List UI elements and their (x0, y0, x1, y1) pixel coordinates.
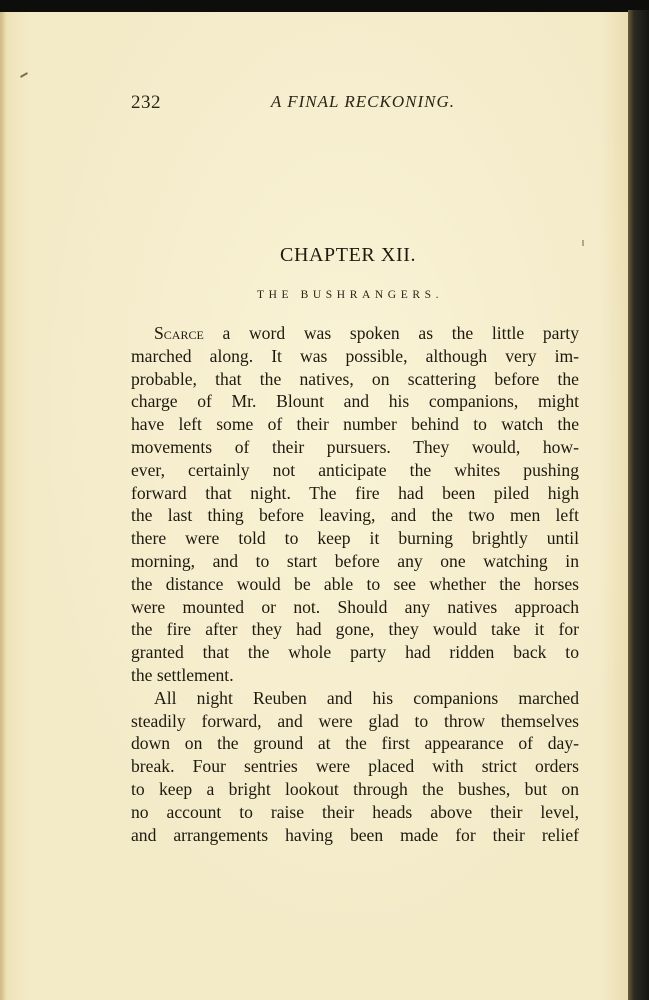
paragraph (131, 687, 579, 847)
text-line: the last thing before leaving, and the two men left (131, 505, 579, 526)
text-line: probable, that the natives, on scattering before the (131, 368, 579, 389)
text-line: charge of Mr. Blount and his companions, might (131, 391, 579, 412)
line-text: a word was spoken as the little party (222, 323, 579, 343)
text-line: were mounted or not. Should any natives approach (131, 596, 579, 617)
text-line: marched along. It was possible, although very im- (131, 345, 579, 366)
text-line: the distance would be able to see whether the horses (131, 573, 579, 594)
text-line: the settlement. (131, 664, 234, 685)
text-line: break. Four sentries were placed with strict orders (131, 756, 579, 777)
running-head (131, 92, 455, 116)
text-line: forward that night. The fire had been piled high (131, 482, 579, 503)
text-line: granted that the whole party had ridden back to (131, 642, 579, 663)
text-line (131, 322, 579, 345)
chapter-subtitle: THE BUSHRANGERS. (257, 289, 444, 301)
text-line: to keep a bright lookout through the bushes, but on (131, 778, 579, 799)
text-line: there were told to keep it burning brightly until (131, 528, 579, 549)
paper-speck (582, 240, 584, 246)
text-line: no account to raise their heads above their level, (131, 801, 579, 822)
page-number: 232 (131, 92, 161, 113)
page-gutter-shadow (0, 12, 6, 1000)
text-line: ever, certainly not anticipate the whites pushing (131, 459, 579, 480)
text-line: and arrangements having been made for their relief (131, 824, 579, 845)
running-title: A FINAL RECKONING. (270, 92, 455, 111)
lead-word: Scarce (154, 323, 204, 343)
text-line: down on the ground at the first appearance of day- (131, 733, 579, 754)
text-line: have left some of their number behind to watch the (131, 414, 579, 435)
chapter-title: CHAPTER XII. (280, 244, 417, 266)
paragraph (131, 322, 579, 687)
text-line: steadily forward, and were glad to throw themselves (131, 710, 579, 731)
text-line: movements of their pursuers. They would, how- (131, 436, 579, 457)
text-line: morning, and to start before any one watching in (131, 550, 579, 571)
page-edge-shadow (628, 10, 649, 1000)
body-text (131, 322, 579, 846)
text-line: All night Reuben and his companions marched (154, 687, 579, 708)
text-line: the fire after they had gone, they would take it for (131, 619, 579, 640)
